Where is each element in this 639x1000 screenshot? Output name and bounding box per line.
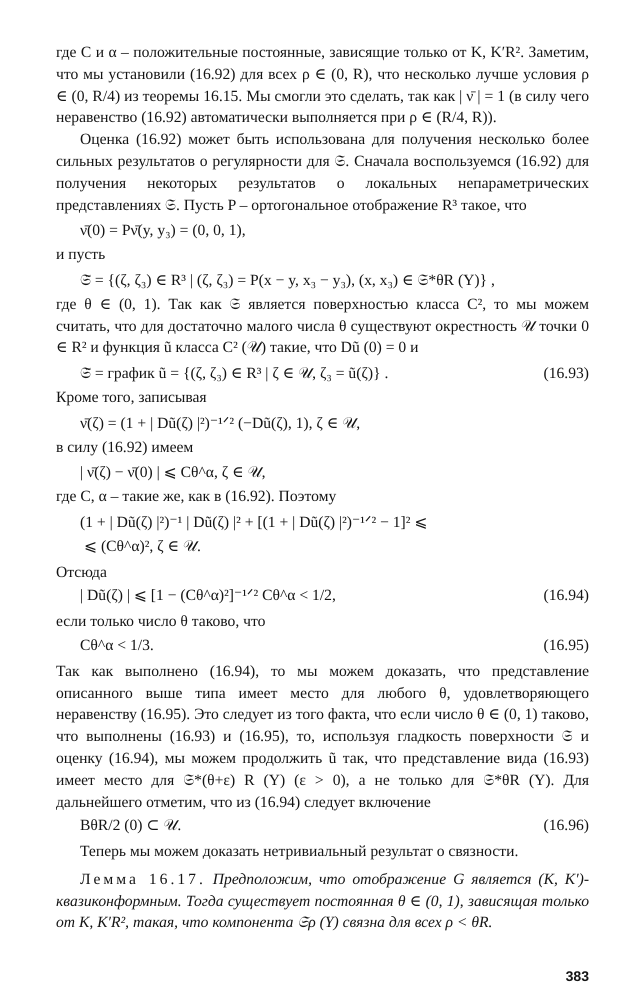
lemma-heading: Лемма 16.17. bbox=[80, 870, 206, 888]
equation-number: (16.94) bbox=[543, 587, 589, 605]
paragraph: Оценка (16.92) может быть использована для получения несколько более сильных результатов о регулярности для 𝔖. Сначала воспользуемся (16.92) для получения некоторых результатов о локальных непараметрических представлениях 𝔖. Пусть P – ортогональное отображение R³ такое, что bbox=[56, 131, 589, 214]
equation bbox=[56, 536, 589, 558]
equation-number: (16.96) bbox=[543, 817, 589, 835]
paragraph: где θ ∈ (0, 1). Так как 𝔖 является поверхностью класса C², то мы можем считать, что для достаточно малого числа θ существуют окрестность 𝒰 точки 0 ∈ R² и функция ũ класса C² (𝒰) такие, что Dũ (0) = 0 и bbox=[56, 295, 589, 357]
equation-expression: BθR/2 (0) ⊂ 𝒰. bbox=[80, 817, 182, 835]
equation bbox=[56, 413, 589, 435]
paragraph: в силу (16.92) имеем bbox=[56, 438, 194, 456]
equation bbox=[56, 635, 589, 657]
lemma-statement: Предположим, что отображение G является (K, K′)-квазиконформным. Тогда существует постоянная θ ∈ (0, 1), зависящая только от K, K′R², такая, что компонента 𝔖ρ (Y) связна для всех ρ < θR. bbox=[56, 870, 590, 932]
lemma bbox=[56, 869, 589, 934]
equation-expression: ⩽ (Cθ^α)², ζ ∈ 𝒰. bbox=[84, 537, 201, 555]
equation-expression: | Dũ(ζ) | ⩽ [1 − (Cθ^α)²]⁻¹ᐟ² Cθ^α < 1/2, bbox=[80, 587, 336, 605]
paragraph: и пусть bbox=[56, 246, 106, 264]
page-number: 383 bbox=[565, 968, 589, 984]
equation bbox=[56, 462, 589, 484]
equation-number: (16.95) bbox=[543, 636, 589, 654]
equation bbox=[56, 220, 589, 242]
equation bbox=[56, 512, 589, 534]
page-body bbox=[56, 42, 589, 934]
equation bbox=[56, 363, 589, 385]
equation bbox=[56, 585, 589, 607]
equation bbox=[56, 815, 589, 837]
equation-expression: | ν̄(ζ) − ν̄(0) | ⩽ Cθ^α, ζ ∈ 𝒰, bbox=[80, 464, 266, 482]
paragraph: Отсюда bbox=[56, 563, 107, 581]
equation-number: (16.93) bbox=[543, 365, 589, 383]
equation-expression: (1 + | Dũ(ζ) |²)⁻¹ | Dũ(ζ) |² + [(1 + | Dũ(ζ) |²)⁻¹ᐟ² − 1]² ⩽ bbox=[80, 513, 428, 531]
equation-expression: Cθ^α < 1/3. bbox=[80, 636, 154, 654]
equation-expression: ν̄(0) = Pν̄(y, y₃) = (0, 0, 1), bbox=[80, 222, 246, 240]
paragraph: где C и α – положительные постоянные, зависящие только от K, K′R². Заметим, что мы установили (16.92) для всех ρ ∈ (0, R), что несколько лучше условия ρ ∈ (0, R/4) из теоремы 16.15. Мы смогли это сделать, так как | ν̄ | = 1 (в силу чего неравенство (16.92) автоматически выполняется при ρ ∈ (R/4, R)). bbox=[56, 44, 589, 127]
paragraph: Теперь мы можем доказать нетривиальный результат о связности. bbox=[80, 843, 519, 861]
paragraph: Так как выполнено (16.94), то мы можем доказать, что представление описанного выше типа имеет место для любого θ, удовлетворяющего неравенству (16.95). Это следует из того факта, что если число θ ∈ (0, 1) таково, что выполнены (16.93) и (16.95), то, используя гладкость поверхности 𝔖 и оценку (16.94), мы можем продолжить ũ так, что представление вида (16.93) имеет место для 𝔖*(θ+ε) R (Y) (ε > 0), а не только для 𝔖*θR (Y). Для дальнейшего отметим, что из (16.94) следует включение bbox=[56, 662, 589, 811]
equation bbox=[56, 270, 589, 292]
equation-expression: ν̄(ζ) = (1 + | Dũ(ζ) |²)⁻¹ᐟ² (−Dũ(ζ), 1), ζ ∈ 𝒰, bbox=[80, 414, 361, 432]
paragraph: если только число θ таково, что bbox=[56, 613, 266, 631]
equation-expression: 𝔖̃ = {(ζ, ζ₃) ∈ R³ | (ζ, ζ₃) = P(x − y, x₃ − y₃), (x, x₃) ∈ 𝔖*θR (Y)} , bbox=[80, 271, 495, 289]
equation-expression: 𝔖̃ = график ũ = {(ζ, ζ₃) ∈ R³ | ζ ∈ 𝒰, ζ₃ = ũ(ζ)} . bbox=[80, 365, 389, 383]
paragraph: Кроме того, записывая bbox=[56, 388, 207, 406]
paragraph: где C, α – такие же, как в (16.92). Поэтому bbox=[56, 488, 337, 506]
